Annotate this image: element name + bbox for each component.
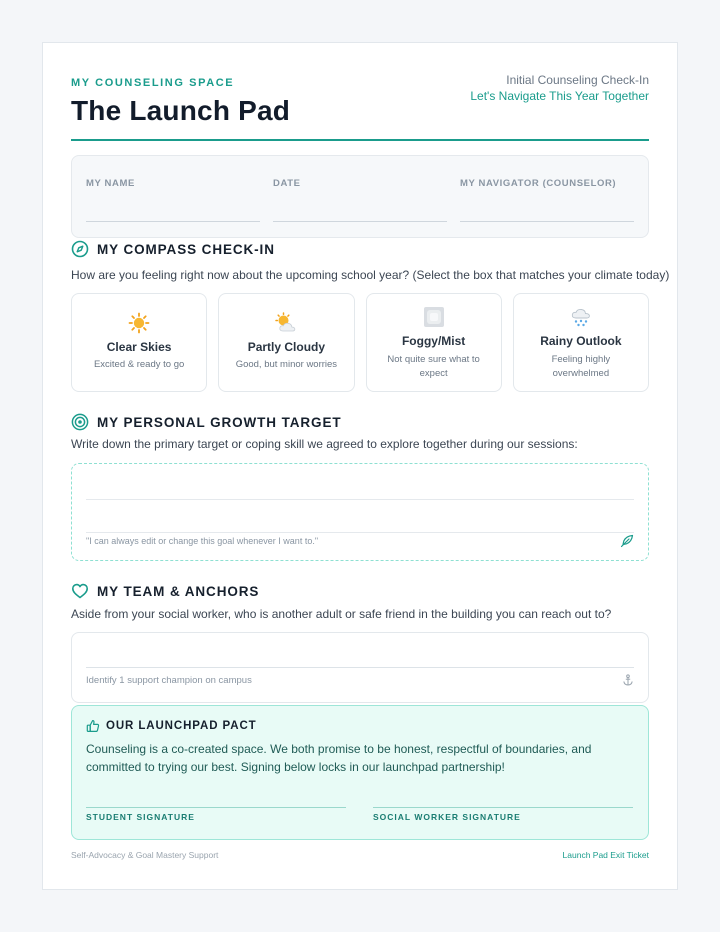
climate-option-partly-cloudy[interactable] [218,293,354,392]
pact-body: Counseling is a co-created space. We both promise to be honest, respectful of boundaries, and committed to trying our best. Signing below locks in our launchpad partnership! [86,742,592,774]
compass-heading: MY COMPASS CHECK-IN [97,241,275,257]
header-meta-line1: Initial Counseling Check-In [506,73,649,87]
heart-icon [71,582,89,600]
climate-option-desc: Not quite sure what to expect [387,354,480,379]
date-field-label: DATE [273,178,301,189]
growth-hint: "I can always edit or change this goal whenever I want to." [86,536,319,546]
compass-prompt: How are you feeling right now about the upcoming school year? (Select the box that matches your climate today) [71,268,670,282]
climate-option-desc: Excited & ready to go [93,359,185,370]
pact-heading: OUR LAUNCHPAD PACT [106,720,257,732]
eyebrow-label: MY COUNSELING SPACE [71,77,235,89]
footer-right: Launch Pad Exit Ticket [562,850,649,860]
team-heading: MY TEAM & ANCHORS [97,583,260,599]
climate-option-name: Foggy/Mist [401,334,466,348]
pact-panel [71,705,649,840]
footer-left: Self-Advocacy & Goal Mastery Support [71,850,219,860]
climate-option-desc: Good, but minor worries [235,359,338,370]
date-field-line[interactable] [273,221,447,222]
header-meta-line2: Let's Navigate This Year Together [470,89,649,103]
snow-cloud-icon [570,306,592,328]
student-signature-label: STUDENT SIGNATURE [86,812,195,822]
growth-line-2 [86,532,634,533]
climate-option-name: Rainy Outlook [540,334,622,348]
team-section-heading [71,582,259,600]
student-signature[interactable] [86,807,346,822]
climate-options [71,293,649,392]
header [71,43,649,141]
target-icon [71,413,89,431]
team-prompt: Aside from your social worker, who is another adult or safe friend in the building you can reach out to? [71,607,612,621]
date-field[interactable] [273,156,447,237]
worker-signature[interactable] [373,807,633,822]
navigator-field[interactable] [460,156,634,237]
growth-heading: MY PERSONAL GROWTH TARGET [97,414,342,430]
name-field-label: MY NAME [86,178,135,189]
climate-option-foggy[interactable] [366,293,502,392]
student-signature-line[interactable] [86,807,346,808]
sun-icon [128,312,150,334]
thumbs-up-icon [86,719,100,733]
compass-section-heading [71,240,275,258]
name-field[interactable] [86,156,260,237]
compass-icon [71,240,89,258]
support-line [86,667,634,668]
page-title: The Launch Pad [71,95,291,126]
growth-line-1 [86,499,634,500]
name-field-line[interactable] [86,221,260,222]
support-hint: Identify 1 support champion on campus [86,675,252,686]
pact-heading-row [86,719,257,733]
feather-icon [620,534,634,548]
fog-icon [423,306,445,328]
climate-option-desc: Feeling highly overwhelmed [551,354,611,379]
navigator-field-line[interactable] [460,221,634,222]
info-fields-panel [71,155,649,238]
climate-option-clear[interactable] [71,293,207,392]
climate-option-name: Clear Skies [106,340,172,354]
growth-section-heading [71,413,342,431]
worker-signature-line[interactable] [373,807,633,808]
navigator-field-label: MY NAVIGATOR (COUNSELOR) [460,178,617,189]
anchor-icon [622,674,634,686]
worksheet-page [42,42,678,890]
climate-option-name: Partly Cloudy [247,340,326,354]
growth-prompt: Write down the primary target or coping skill we agreed to explore together during our sessions: [71,437,578,451]
climate-option-rainy[interactable] [513,293,649,392]
partly-cloudy-icon [275,312,297,334]
support-champion-input[interactable] [71,632,649,703]
growth-target-input[interactable] [71,463,649,561]
worker-signature-label: SOCIAL WORKER SIGNATURE [373,812,521,822]
